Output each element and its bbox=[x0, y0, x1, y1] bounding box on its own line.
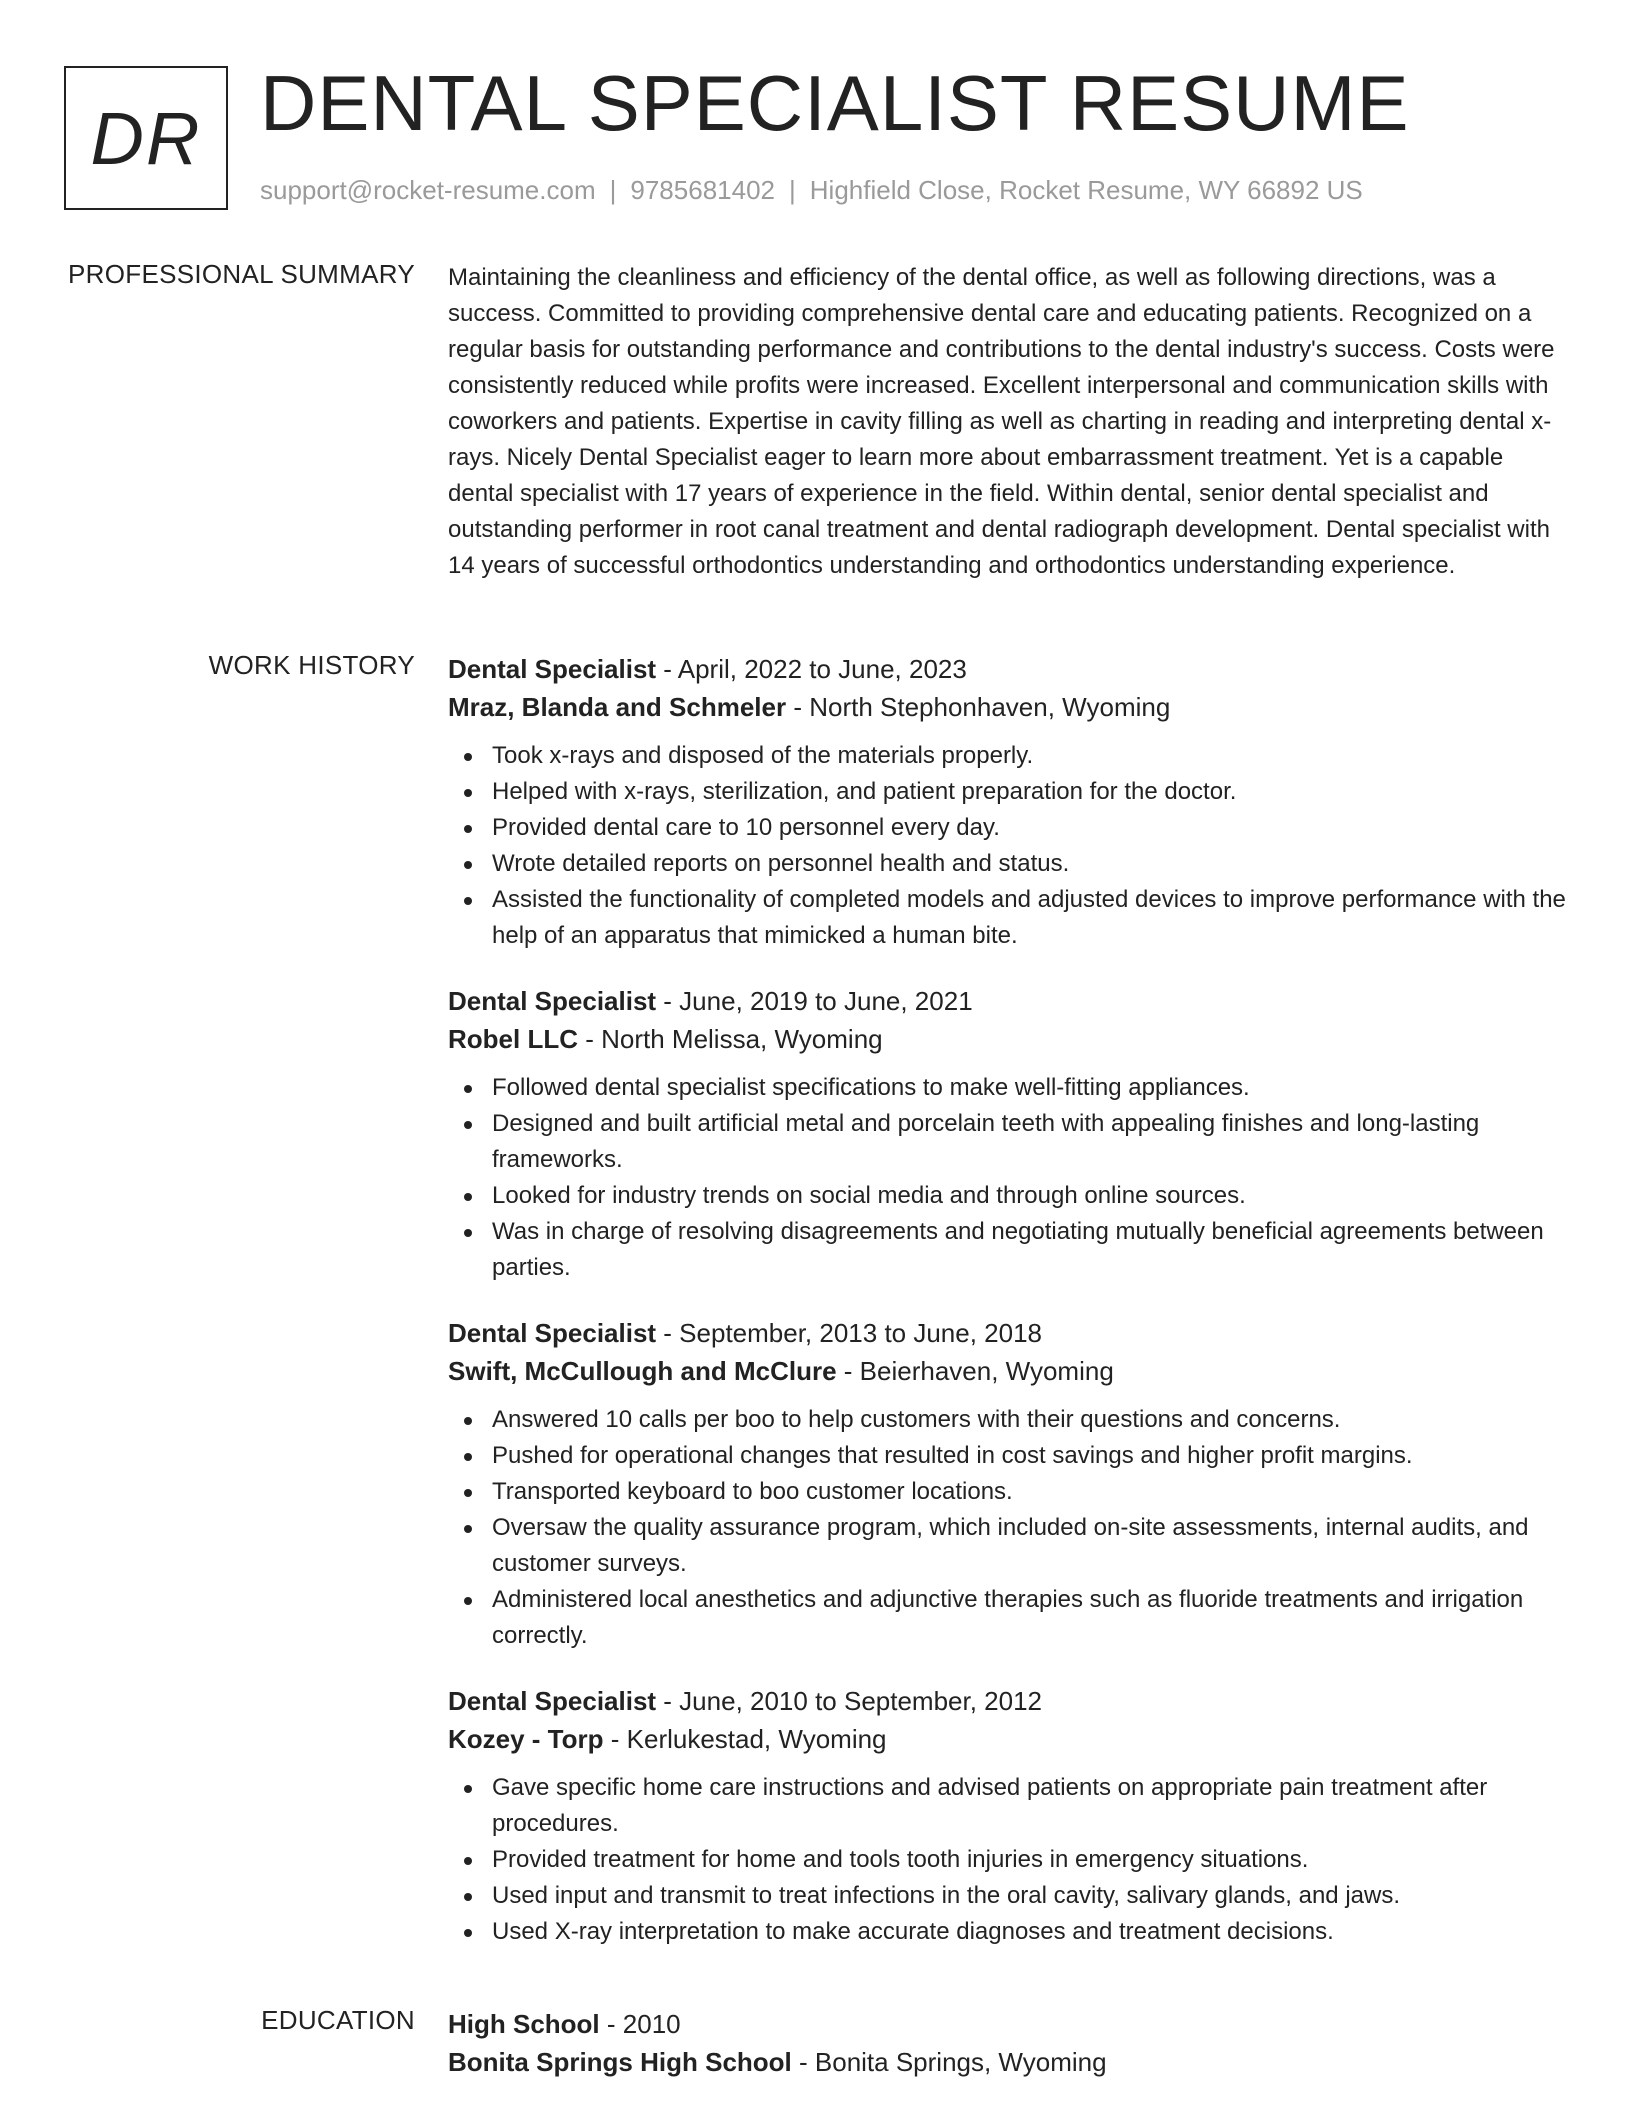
summary-heading: PROFESSIONAL SUMMARY bbox=[68, 259, 415, 289]
job-title: Dental Specialist bbox=[448, 1686, 657, 1716]
job-bullet: Looked for industry trends on social media and through online sources. bbox=[448, 1178, 1568, 1214]
job-company: Swift, McCullough and McClure bbox=[448, 1356, 837, 1386]
summary-body bbox=[448, 260, 1568, 584]
job-entry bbox=[448, 650, 1568, 954]
job-location: - North Stephonhaven, Wyoming bbox=[786, 692, 1171, 722]
job-dates: - June, 2010 to September, 2012 bbox=[656, 1686, 1043, 1716]
job-location: - Beierhaven, Wyoming bbox=[836, 1356, 1114, 1386]
contact-address: Highfield Close, Rocket Resume, WY 66892 US bbox=[809, 175, 1363, 205]
job-location: - North Melissa, Wyoming bbox=[578, 1024, 883, 1054]
monogram-initials: DR bbox=[90, 96, 202, 180]
job-bullet: Transported keyboard to boo customer locations. bbox=[448, 1474, 1568, 1510]
job-bullet: Provided dental care to 10 personnel every day. bbox=[448, 810, 1568, 846]
education-degree-line bbox=[448, 2005, 1568, 2043]
job-company-line bbox=[448, 1020, 1568, 1058]
job-bullet: Gave specific home care instructions and advised patients on appropriate pain treatment after procedures. bbox=[448, 1770, 1568, 1842]
job-bullet: Oversaw the quality assurance program, which included on-site assessments, internal audits, and customer surveys. bbox=[448, 1510, 1568, 1582]
job-entry bbox=[448, 1682, 1568, 1950]
job-company-line bbox=[448, 688, 1568, 726]
job-dates: - April, 2022 to June, 2023 bbox=[656, 654, 967, 684]
job-bullets bbox=[448, 1770, 1568, 1950]
contact-separator: | bbox=[609, 175, 617, 205]
summary-text: Maintaining the cleanliness and efficiency of the dental office, as well as following directions, was a success. Committed to providing comprehensive dental care and educating patients. Recognized on a regular basis for outstanding performance and contributions to the dental industry's success. Costs were consistently reduced while profits were increased. Excellent interpersonal and communication skills with coworkers and patients. Expertise in cavity filling as well as charting in reading and interpreting dental x-rays. Nicely Dental Specialist eager to learn more about embarrassment treatment. Yet is a capable dental specialist with 17 years of experience in the field. Within dental, senior dental specialist and outstanding performer in root canal treatment and dental radiograph development. Dental specialist with 14 years of successful orthodontics understanding and orthodontics understanding experience. bbox=[448, 264, 1555, 579]
job-bullet: Used X-ray interpretation to make accurate diagnoses and treatment decisions. bbox=[448, 1914, 1568, 1950]
work-history-heading: WORK HISTORY bbox=[208, 650, 415, 680]
education-school: Bonita Springs High School bbox=[448, 2047, 792, 2077]
job-bullet: Took x-rays and disposed of the materials properly. bbox=[448, 738, 1568, 774]
job-company: Robel LLC bbox=[448, 1024, 578, 1054]
job-dates: - June, 2019 to June, 2021 bbox=[656, 986, 973, 1016]
education-body bbox=[448, 2005, 1568, 2081]
job-bullets bbox=[448, 1070, 1568, 1286]
contact-separator: | bbox=[789, 175, 796, 205]
job-company: Mraz, Blanda and Schmeler bbox=[448, 692, 787, 722]
job-bullets bbox=[448, 738, 1568, 954]
job-title: Dental Specialist bbox=[448, 654, 657, 684]
contact-phone[interactable]: 9785681402 bbox=[630, 175, 775, 205]
job-location: - Kerlukestad, Wyoming bbox=[603, 1724, 887, 1754]
job-bullet: Was in charge of resolving disagreements and negotiating mutually beneficial agreements between parties. bbox=[448, 1214, 1568, 1286]
job-title-line bbox=[448, 1682, 1568, 1720]
job-entry bbox=[448, 1314, 1568, 1654]
monogram-box bbox=[64, 66, 228, 210]
job-bullet: Answered 10 calls per boo to help customers with their questions and concerns. bbox=[448, 1402, 1568, 1438]
job-dates: - September, 2013 to June, 2018 bbox=[656, 1318, 1043, 1348]
job-bullet: Helped with x-rays, sterilization, and patient preparation for the doctor. bbox=[448, 774, 1568, 810]
education-location: - Bonita Springs, Wyoming bbox=[791, 2047, 1107, 2077]
job-bullet: Assisted the functionality of completed models and adjusted devices to improve performance with the help of an apparatus that mimicked a human bite. bbox=[448, 882, 1568, 954]
job-bullet: Provided treatment for home and tools tooth injuries in emergency situations. bbox=[448, 1842, 1568, 1878]
contact-email[interactable]: support@rocket-resume.com bbox=[260, 175, 596, 205]
job-entry bbox=[448, 982, 1568, 1286]
resume-title: DENTAL SPECIALIST RESUME bbox=[260, 59, 1410, 147]
education-heading: EDUCATION bbox=[261, 2005, 415, 2035]
job-bullet: Designed and built artificial metal and porcelain teeth with appealing finishes and long-lasting frameworks. bbox=[448, 1106, 1568, 1178]
education-school-line bbox=[448, 2043, 1568, 2081]
job-bullet: Followed dental specialist specifications to make well-fitting appliances. bbox=[448, 1070, 1568, 1106]
job-company-line bbox=[448, 1352, 1568, 1390]
job-bullets bbox=[448, 1402, 1568, 1654]
job-company-line bbox=[448, 1720, 1568, 1758]
job-title-line bbox=[448, 1314, 1568, 1352]
job-bullet: Pushed for operational changes that resulted in cost savings and higher profit margins. bbox=[448, 1438, 1568, 1474]
job-title: Dental Specialist bbox=[448, 1318, 657, 1348]
work-history-body bbox=[448, 650, 1568, 1978]
job-bullet: Wrote detailed reports on personnel health and status. bbox=[448, 846, 1568, 882]
education-year: - 2010 bbox=[599, 2009, 681, 2039]
job-title-line bbox=[448, 650, 1568, 688]
job-bullet: Used input and transmit to treat infections in the oral cavity, salivary glands, and jaws. bbox=[448, 1878, 1568, 1914]
job-title: Dental Specialist bbox=[448, 986, 657, 1016]
contact-line bbox=[260, 175, 1363, 206]
education-degree: High School bbox=[448, 2009, 600, 2039]
job-title-line bbox=[448, 982, 1568, 1020]
job-company: Kozey - Torp bbox=[448, 1724, 604, 1754]
job-bullet: Administered local anesthetics and adjunctive therapies such as fluoride treatments and irrigation correctly. bbox=[448, 1582, 1568, 1654]
